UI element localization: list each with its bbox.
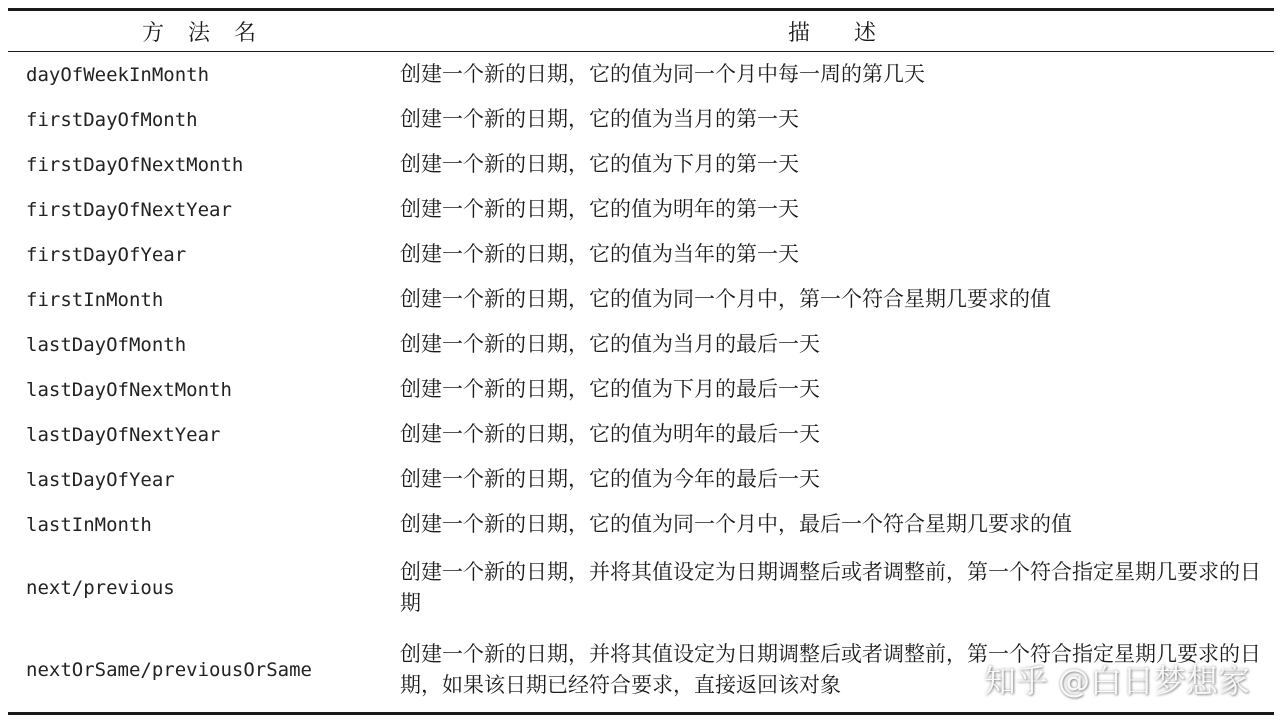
table-row [8,232,1274,277]
method-description: 创建一个新的日期，它的值为同一个月中，第一个符合星期几要求的值 [400,287,1051,311]
method-description: 创建一个新的日期，它的值为当月的最后一天 [400,332,820,356]
table-row [8,52,1274,98]
table-row [8,412,1274,457]
methods-table [8,8,1274,715]
table-row [8,187,1274,232]
method-description: 创建一个新的日期，它的值为当年的第一天 [400,242,799,266]
table-row [8,367,1274,412]
table-row [8,502,1274,547]
method-name: lastDayOfNextMonth [26,378,232,401]
method-description: 创建一个新的日期，它的值为今年的最后一天 [400,467,820,491]
header-method: 方法名 [141,20,280,46]
table-header-row [8,10,1274,52]
method-description: 创建一个新的日期，它的值为明年的最后一天 [400,422,820,446]
method-description: 创建一个新的日期，并将其值设定为日期调整后或者调整前，第一个符合指定星期几要求的日期 [400,559,1261,615]
method-description: 创建一个新的日期，它的值为当月的第一天 [400,107,799,131]
table-row [8,547,1274,628]
table-row [8,457,1274,502]
method-name: firstDayOfNextYear [26,198,232,221]
header-description: 描述 [787,20,920,46]
method-name: firstDayOfMonth [26,108,198,131]
method-description: 创建一个新的日期，它的值为下月的第一天 [400,152,799,176]
method-name: lastDayOfMonth [26,333,187,356]
method-description: 创建一个新的日期，它的值为同一个月中每一周的第几天 [400,62,925,86]
method-name: firstInMonth [26,288,164,311]
method-name: dayOfWeekInMonth [26,63,210,86]
method-description: 创建一个新的日期，并将其值设定为日期调整后或者调整前，第一个符合指定星期几要求的日期，如果该日期已经符合要求，直接返回该对象 [400,642,1261,697]
method-name: lastInMonth [26,513,152,536]
method-description: 创建一个新的日期，它的值为下月的最后一天 [400,377,820,401]
method-name: lastDayOfNextYear [26,423,221,446]
table-row [8,97,1274,142]
table-row [8,322,1274,367]
method-description: 创建一个新的日期，它的值为同一个月中，最后一个符合星期几要求的值 [400,512,1072,536]
method-name: next/previous [26,576,175,599]
method-name: firstDayOfYear [26,243,187,266]
table-row [8,277,1274,322]
table-row [8,628,1274,714]
table-row [8,142,1274,187]
method-name: lastDayOfYear [26,468,175,491]
watermark: 知乎 @白日梦想家 [983,662,1250,700]
method-name: firstDayOfNextMonth [26,153,244,176]
method-name: nextOrSame/previousOrSame [26,659,312,681]
method-description: 创建一个新的日期，它的值为明年的第一天 [400,197,799,221]
